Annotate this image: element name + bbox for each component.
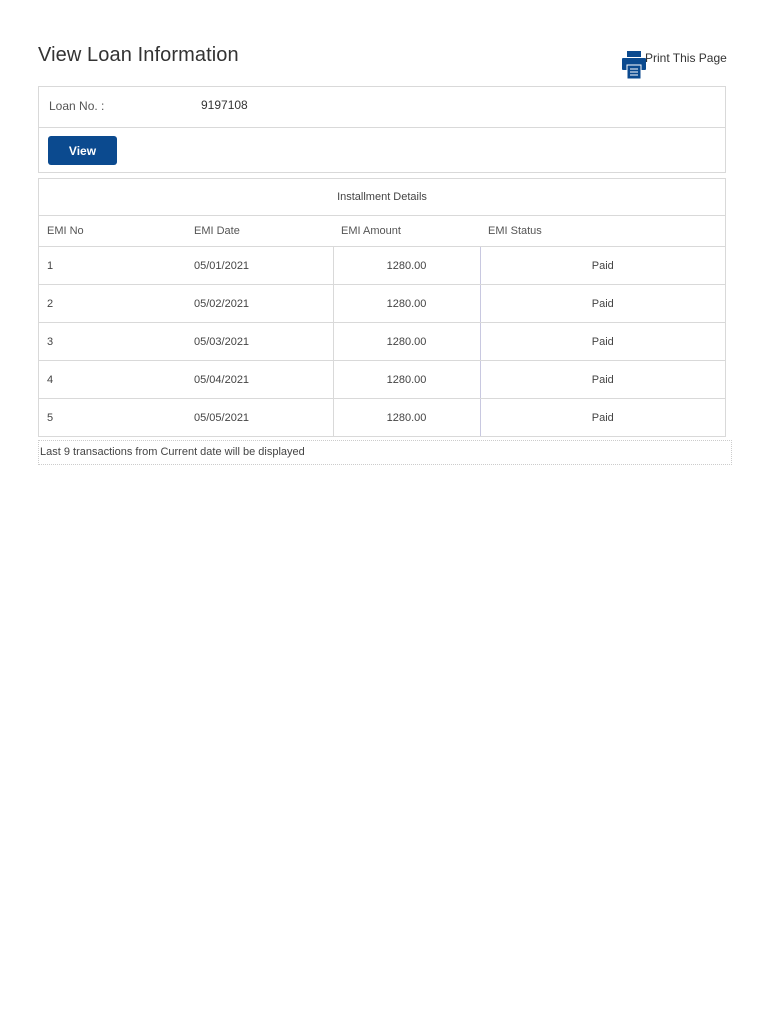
page-title: View Loan Information (38, 44, 239, 66)
emi-date-cell: 05/01/2021 (186, 247, 333, 285)
print-page-link[interactable] (622, 50, 727, 80)
emi-amount-cell: 1280.00 (333, 285, 480, 323)
loan-search-form (38, 86, 726, 173)
emi-amount-cell: 1280.00 (333, 247, 480, 285)
emi-no-cell: 2 (39, 285, 187, 323)
button-row (39, 128, 725, 172)
emi-no-cell: 5 (39, 399, 187, 437)
emi-status-cell: Paid (480, 247, 726, 285)
view-button[interactable]: View (48, 136, 117, 165)
emi-amount-cell: 1280.00 (333, 399, 480, 437)
print-page-label[interactable]: Print This Page (645, 51, 727, 65)
installment-table-caption: Installment Details (39, 179, 726, 216)
emi-status-cell: Paid (480, 361, 726, 399)
transactions-footnote: Last 9 transactions from Current date will be displayed (38, 440, 732, 465)
table-row (39, 323, 726, 361)
table-row (39, 247, 726, 285)
emi-date-cell: 05/02/2021 (186, 285, 333, 323)
emi-no-cell: 1 (39, 247, 187, 285)
loan-number-label: Loan No. : (49, 99, 105, 113)
column-header-emi-status: EMI Status (480, 216, 726, 247)
loan-number-row (39, 87, 725, 128)
emi-date-cell: 05/04/2021 (186, 361, 333, 399)
printer-icon (622, 50, 646, 80)
emi-no-cell: 3 (39, 323, 187, 361)
emi-no-cell: 4 (39, 361, 187, 399)
column-header-emi-no: EMI No (39, 216, 187, 247)
emi-date-cell: 05/05/2021 (186, 399, 333, 437)
column-header-emi-amount: EMI Amount (333, 216, 480, 247)
table-row (39, 285, 726, 323)
loan-number-value: 9197108 (201, 98, 248, 112)
table-row (39, 361, 726, 399)
column-header-emi-date: EMI Date (186, 216, 333, 247)
emi-status-cell: Paid (480, 285, 726, 323)
emi-status-cell: Paid (480, 323, 726, 361)
emi-status-cell: Paid (480, 399, 726, 437)
emi-amount-cell: 1280.00 (333, 323, 480, 361)
emi-amount-cell: 1280.00 (333, 361, 480, 399)
table-row (39, 399, 726, 437)
installment-table (38, 178, 726, 437)
emi-date-cell: 05/03/2021 (186, 323, 333, 361)
installment-header-row (39, 216, 726, 247)
